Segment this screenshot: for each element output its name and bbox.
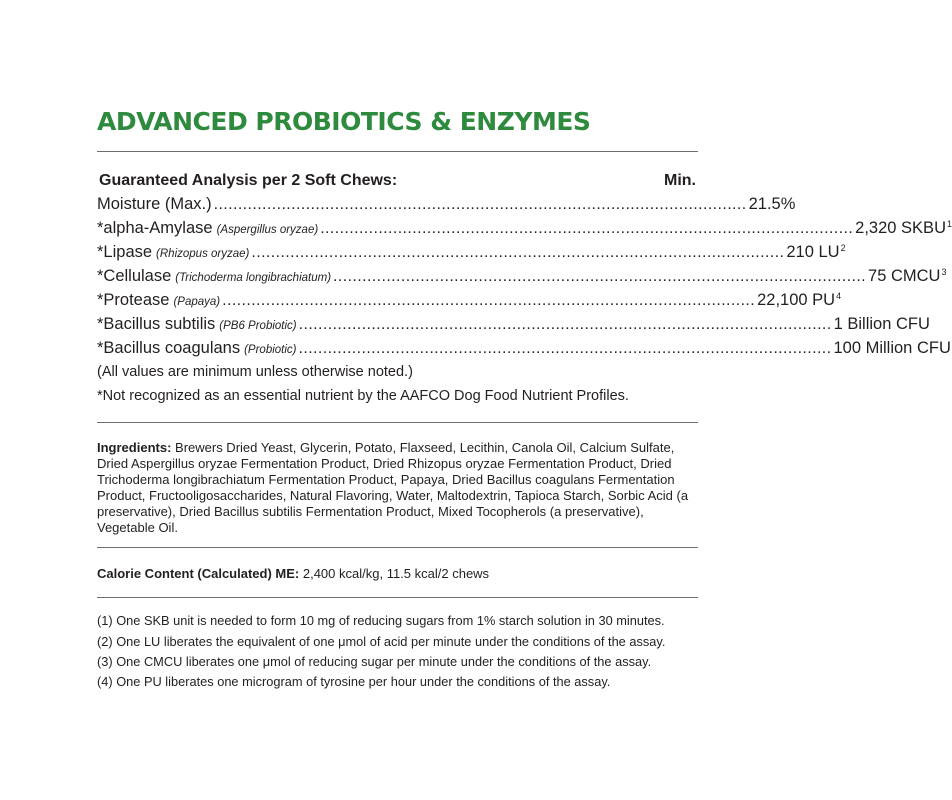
nutrient-name: *alpha-Amylase [97, 219, 213, 237]
footnote-1: (1) One SKB unit is needed to form 10 mg of reducing sugars from 1% starch solution in 30 minutes. [97, 613, 665, 628]
dot-leader: .............................................................................................................. [222, 292, 756, 309]
analysis-row-lipase [97, 243, 846, 267]
dot-leader: .............................................................................................................. [320, 220, 854, 237]
divider [97, 151, 698, 152]
nutrient-value: 1 Billion CFU [833, 315, 930, 333]
footnote-ref: 3 [941, 267, 947, 277]
ingredients-label: Ingredients: [97, 440, 172, 455]
nutrient-name: *Bacillus coagulans [97, 339, 241, 357]
calorie-label: Calorie Content (Calculated) ME: [97, 566, 300, 581]
nutrient-name: *Lipase [97, 243, 153, 261]
dot-leader: .............................................................................................................. [298, 340, 832, 357]
divider [97, 547, 698, 548]
guaranteed-analysis-header [97, 172, 698, 194]
nutrient-value: 75 CMCU [868, 267, 941, 285]
footnote-3: (3) One CMCU liberates one μmol of reducing sugar per minute under the conditions of the assay. [97, 654, 652, 669]
nutrient-source: (Papaya) [173, 296, 221, 308]
nutrient-name: *Protease [97, 291, 170, 309]
divider [97, 422, 698, 423]
nutrient-source: (Rhizopus oryzae) [156, 248, 250, 260]
footnote-ref: 1 [946, 219, 952, 229]
nutrient-value: 100 Million CFU [833, 339, 951, 357]
nutrient-source: (Trichoderma longibrachiatum) [175, 272, 332, 284]
minimum-column-label: Min. [664, 172, 696, 189]
dot-leader: .............................................................................................................. [333, 268, 867, 285]
divider [97, 597, 698, 598]
page-title: ADVANCED PROBIOTICS & ENZYMES [97, 107, 591, 136]
minimum-values-note: (All values are minimum unless otherwise noted.) [97, 364, 413, 380]
calorie-value: 2,400 kcal/kg, 11.5 kcal/2 chews [299, 566, 490, 581]
dot-leader: .............................................................................................................. [213, 196, 747, 213]
dot-leader: .............................................................................................................. [251, 244, 785, 261]
nutrient-source: (PB6 Probiotic) [219, 320, 297, 332]
nutrient-name: *Cellulase [97, 267, 172, 285]
nutrient-value: 210 LU [786, 243, 840, 261]
aafco-note: *Not recognized as an essential nutrient by the AAFCO Dog Food Nutrient Profiles. [97, 388, 629, 404]
ingredients-section [97, 440, 698, 535]
nutrient-value: 21.5% [748, 195, 796, 213]
analysis-row-bacillus-coagulans [97, 339, 951, 363]
footnote-ref: 4 [836, 291, 842, 301]
analysis-row-moisture [97, 195, 796, 219]
footnote-4: (4) One PU liberates one microgram of tyrosine per hour under the conditions of the assay. [97, 674, 611, 689]
nutrient-source: (Probiotic) [244, 344, 297, 356]
analysis-row-cellulase [97, 267, 947, 291]
calorie-content [97, 566, 698, 582]
dot-leader: .............................................................................................................. [298, 316, 832, 333]
nutrient-value: 22,100 PU [757, 291, 836, 309]
footnote-ref: 2 [840, 243, 846, 253]
ingredients-text: Brewers Dried Yeast, Glycerin, Potato, Flaxseed, Lecithin, Canola Oil, Calcium Sulfate, Dried Aspergillus oryzae Fermentation Product, Dried Rhizopus oryzae Fermentation Product, Dried Trichoderma longibrachiatum Fermentation Product, Papaya, Dried Bacillus coagulans Fermentation Product, Fructooligosaccharides, Natural Flavoring, Water, Maltodextrin, Tapioca Starch, Sorbic Acid (a preservative), Dried Bacillus subtilis Fermentation Product, Mixed Tocopherols (a preservative), Vegetable Oil. [97, 440, 689, 535]
nutrient-name: Moisture (Max.) [97, 195, 212, 213]
guaranteed-analysis-label: Guaranteed Analysis per 2 Soft Chews: [99, 172, 398, 189]
footnote-2: (2) One LU liberates the equivalent of one μmol of acid per minute under the conditions of the assay. [97, 634, 666, 649]
analysis-row-protease [97, 291, 842, 315]
nutrient-value: 2,320 SKBU [855, 219, 946, 237]
analysis-row-bacillus-subtilis [97, 315, 930, 339]
nutrient-source: (Aspergillus oryzae) [216, 224, 319, 236]
analysis-row-amylase [97, 219, 952, 243]
nutrient-name: *Bacillus subtilis [97, 315, 216, 333]
